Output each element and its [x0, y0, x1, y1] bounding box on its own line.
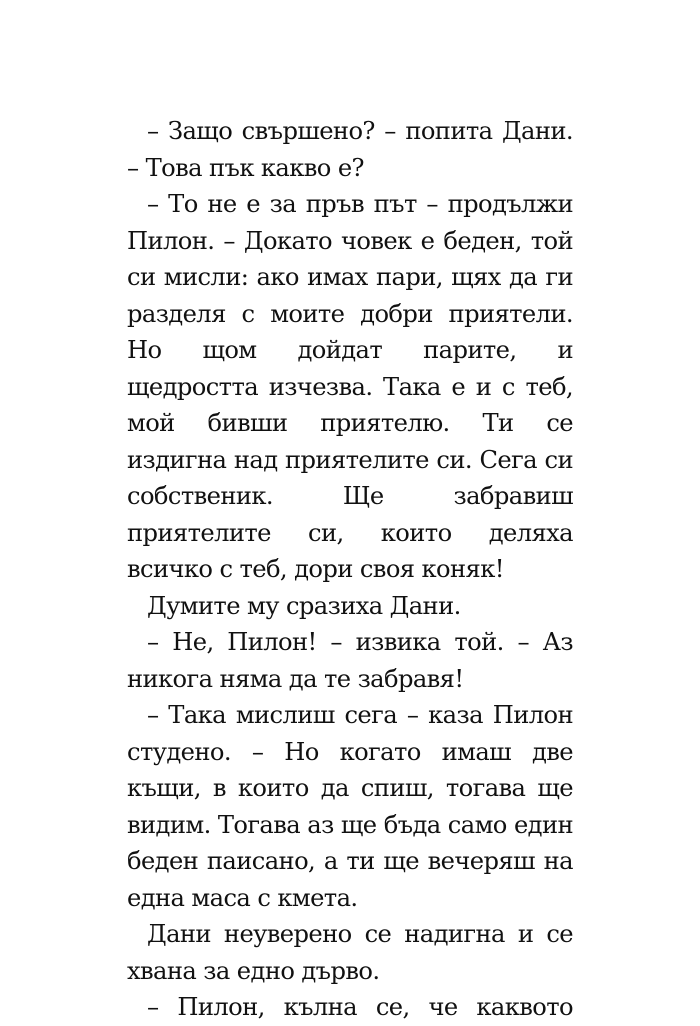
paragraph-3: Думите му сразиха Дани.	[147, 591, 461, 620]
paragraph-7: – Пилон, кълна се, че каквото	[147, 993, 573, 1021]
paragraph-5: – Така мислиш сега – каза Пилон студено. – Но когато имаш две къщи, в които да спиш, тогава ще видим. Тогава аз ще бъда само един беден паисано, а ти ще вечеряш на една маса с кмета.	[127, 701, 573, 912]
paragraph-4: – Не, Пилон! – извика той. – Аз никога няма да те забравя!	[127, 628, 573, 693]
paragraph-1: – Защо свършено? – попита Дани. – Това пък какво е?	[127, 117, 573, 182]
book-page	[127, 113, 573, 1026]
paragraph-6: Дани неуверено се надигна и се хвана за едно дърво.	[127, 920, 573, 985]
paragraph-2: – То не е за пръв път – продължи Пилон. – Докато човек е беден, той си мисли: ако имах пари, щях да ги разделя с моите добри приятели. Но щом дойдат парите, и щедростта изчезва. Така е и с теб, мой бивши приятелю. Ти се издигна над приятелите си. Сега си собственик. Ще забравиш приятелите си, които деляха всичко с теб, дори своя коняк!	[127, 190, 573, 583]
